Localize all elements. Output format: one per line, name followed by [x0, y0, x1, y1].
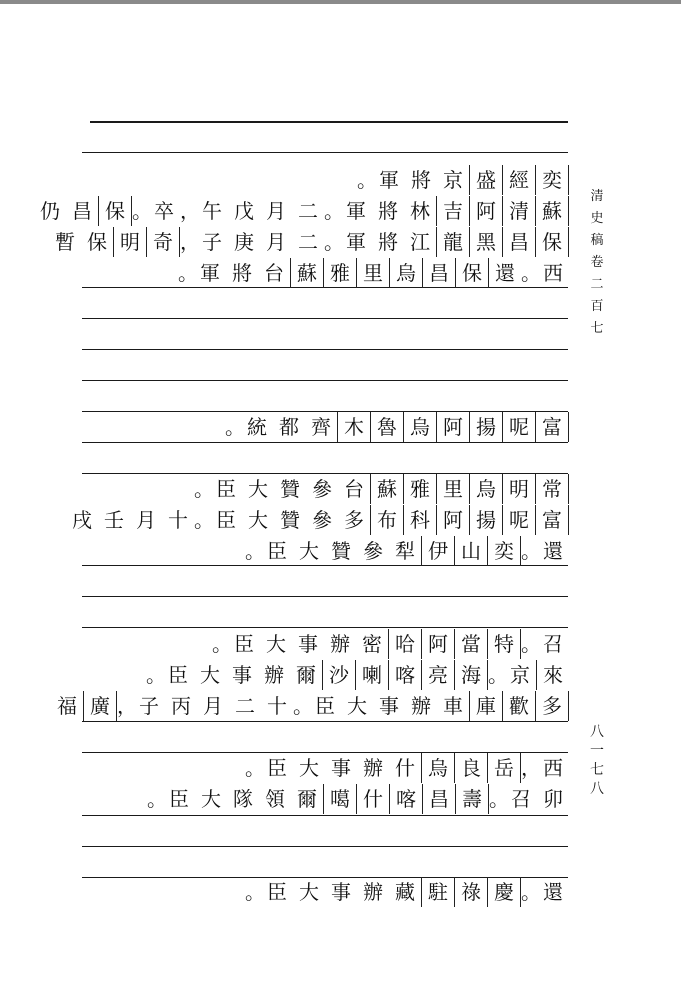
table-rule — [82, 596, 568, 597]
table-rule — [82, 721, 568, 722]
table-row: 西 ， 岳 良 烏 什 辦 事 大 臣 。 — [245, 753, 569, 783]
table-row: 還 。 奕 山 伊 犁 參 贊 大 臣 。 — [245, 536, 569, 566]
header-rule — [90, 121, 568, 123]
table-row: 保 昌 黑 龍 江 將 軍 。 二 月 庚 子 ， 奇 明 保 暫 — [49, 227, 569, 257]
table-rule — [82, 442, 568, 443]
table-row: 西 。 還 保 昌 烏 里 雅 蘇 台 將 軍 。 — [178, 258, 569, 288]
table-row: 還 。 慶 祿 駐 藏 辦 事 大 臣 。 — [245, 877, 569, 907]
table-row: 蘇 清 阿 吉 林 將 軍 。 二 月 戊 午 ， 卒 。 保 昌 仍 — [34, 196, 569, 226]
page-number: 八一七八 — [590, 724, 604, 797]
table-rule — [82, 349, 568, 350]
table-row: 卯 召 。 壽 昌 喀 什 噶 爾 領 隊 大 臣 。 — [147, 784, 569, 814]
table-row: 多 歡 庫 車 辦 事 大 臣 。 十 二 月 丙 子 ， 廣 福 — [51, 691, 569, 721]
table-row: 奕 經 盛 京 將 軍 。 — [357, 165, 569, 195]
table-rule — [82, 627, 568, 628]
top-border — [0, 0, 681, 4]
table-rule — [82, 318, 568, 319]
table-rule — [82, 815, 568, 816]
side-title: 清史稿卷二百七 — [590, 189, 604, 336]
table-row: 召 。 特 當 阿 哈 密 辦 事 大 臣 。 — [212, 629, 569, 659]
table-rule — [82, 152, 568, 153]
table-row: 富 呢 揚 阿 烏 魯 木 齊 都 統 。 — [225, 412, 569, 442]
table-rule — [82, 846, 568, 847]
table-row: 來 京 。 海 亮 喀 喇 沙 爾 辦 事 大 臣 。 — [146, 660, 569, 690]
table-rule — [82, 380, 568, 381]
table-row: 富 呢 揚 阿 科 布 多 參 贊 大 臣 。 十 月 壬 戌 — [66, 505, 569, 535]
table-row: 常 明 烏 里 雅 蘇 台 參 贊 大 臣 。 — [194, 474, 569, 504]
